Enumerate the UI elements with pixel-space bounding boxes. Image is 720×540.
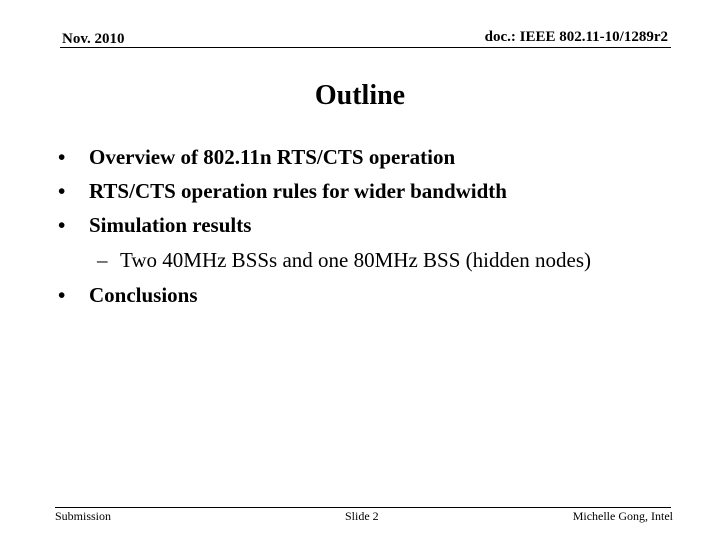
sub-bullet-text: Two 40MHz BSSs and one 80MHz BSS (hidden nodes)	[120, 247, 592, 272]
footer-author: Michelle Gong, Intel	[572, 509, 673, 523]
bullet-item	[58, 280, 198, 310]
header-doc-id: doc.: IEEE 802.11-10/1289r2	[484, 29, 668, 45]
bullet-text: Overview of 802.11n RTS/CTS operation	[89, 144, 456, 169]
slide-title: Outline	[314, 80, 406, 111]
dash-icon: –	[97, 247, 108, 272]
bullet-dot-icon: •	[58, 212, 66, 237]
bullet-text: RTS/CTS operation rules for wider bandwidth	[89, 178, 507, 203]
header-divider	[60, 47, 671, 48]
bullet-item	[58, 210, 251, 240]
footer-slide-number: Slide 2	[345, 509, 379, 523]
bullet-dot-icon: •	[58, 144, 66, 169]
header-date: Nov. 2010	[62, 31, 125, 47]
sub-bullet-item	[97, 245, 591, 275]
footer-submission: Submission	[55, 509, 112, 523]
bullet-text: Conclusions	[89, 282, 198, 307]
bullet-item	[58, 176, 507, 206]
bullet-dot-icon: •	[58, 282, 66, 307]
bullet-text: Simulation results	[89, 212, 252, 237]
footer-divider	[55, 507, 671, 508]
bullet-dot-icon: •	[58, 178, 66, 203]
bullet-item	[58, 142, 455, 172]
